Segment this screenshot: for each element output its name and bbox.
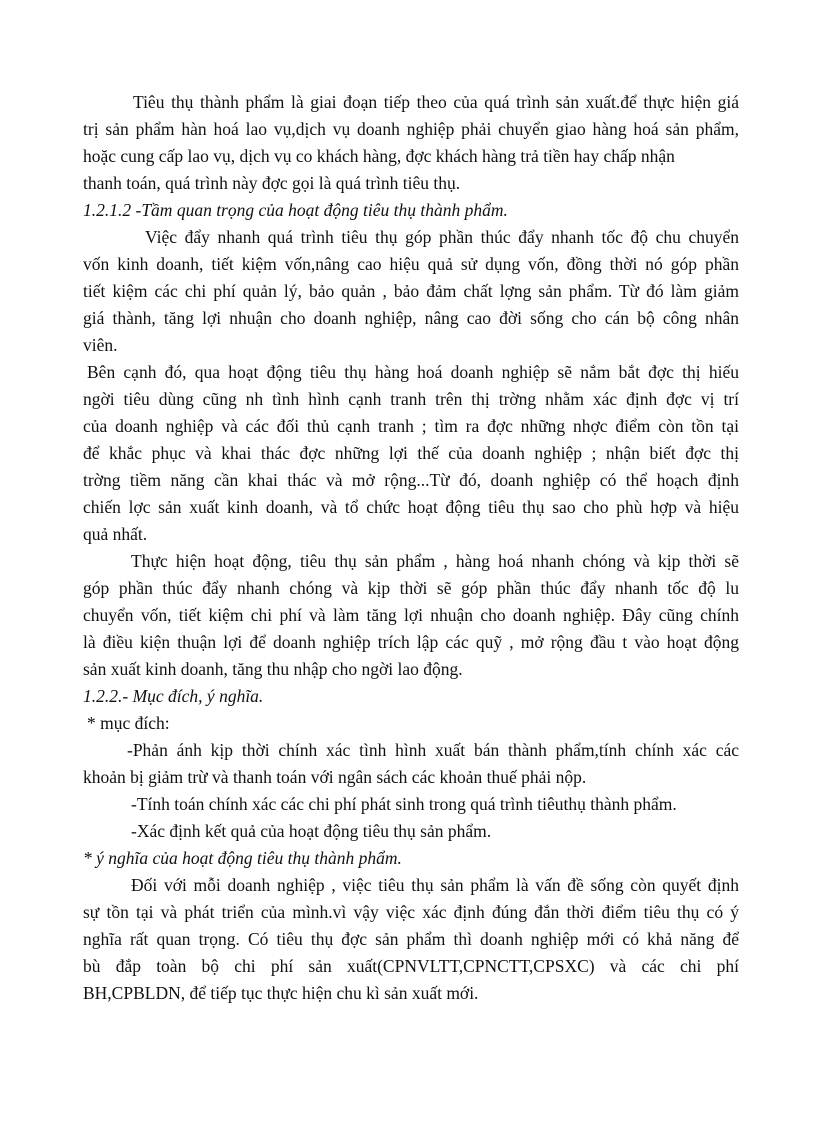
list-item: -Xác định kết quả của hoạt động tiêu thụ sản phẩm. (131, 821, 492, 841)
text-line: viên. (83, 335, 118, 355)
text-line: chuyển vốn, tiết kiệm chi phí và làm tăng lợi nhuận cho doanh nghiệp. Đây cũng chính (83, 605, 739, 625)
text-line: trị sản phẩm hàn hoá lao vụ,dịch vụ doanh nghiệp phải chuyển giao hàng hoá sản phẩm, (83, 119, 739, 139)
text-line: của doanh nghiệp và các đối thủ cạnh tranh ; tìm ra đợc những nhợc điểm còn tồn tại (83, 416, 739, 436)
text-line: Bên cạnh đó, qua hoạt động tiêu thụ hàng hoá doanh nghiệp sẽ nắm bắt đợc thị hiếu (87, 362, 739, 382)
text-line: Việc đẩy nhanh quá trình tiêu thụ góp phần thúc đẩy nhanh tốc độ chu chuyển (145, 227, 739, 247)
text-line: góp phần thúc đẩy nhanh chóng và kịp thời sẽ góp phần thúc đẩy nhanh tốc độ lu (83, 578, 739, 598)
sub-heading: * ý nghĩa của hoạt động tiêu thụ thành phẩm. (83, 848, 402, 868)
text-line: sản xuất kinh doanh, tăng thu nhập cho ngời lao động. (83, 659, 463, 679)
text-line: chiến lợc sản xuất kinh doanh, và tổ chức hoạt động tiêu thụ sao cho phù hợp và hiệu (83, 497, 739, 517)
text-line: trờng tiềm năng cần khai thác và mở rộng...Từ đó, doanh nghiệp có thể hoạch định (83, 470, 739, 490)
text-line: BH,CPBLDN, để tiếp tục thực hiện chu kì sản xuất mới. (83, 983, 479, 1003)
text-line: vốn kinh doanh, tiết kiệm vốn,nâng cao hiệu quả sử dụng vốn, đồng thời nó góp phần (83, 254, 739, 274)
list-item-continuation: khoản bị giảm trừ và thanh toán với ngân sách các khoản thuế phải nộp. (83, 767, 587, 787)
text-line: Thực hiện hoạt động, tiêu thụ sản phẩm , hàng hoá nhanh chóng và kịp thời sẽ (131, 551, 739, 571)
section-heading: 1.2.2.- Mục đích, ý nghĩa. (83, 686, 264, 706)
text-line: nghĩa rất quan trọng. Có tiêu thụ đợc sản phẩm thì doanh nghiệp mới có khả năng để (83, 929, 739, 949)
text-line: quả nhất. (83, 524, 148, 544)
text-line: bù đắp toàn bộ chi phí sản xuất(CPNVLTT,CPNCTT,CPSXC) và các chi phí (83, 956, 739, 976)
text-line: để khắc phục và khai thác đợc những lợi thế của doanh nghiệp ; nhận biết đợc thị (83, 443, 739, 463)
text-line: ngời tiêu dùng cũng nh tình hình cạnh tranh trên thị trờng nhằm xác định đợc vị trí (83, 389, 739, 409)
text-line: là điều kiện thuận lợi để doanh nghiệp trích lập các quỹ , mở rộng đầu t vào hoạt động (83, 632, 739, 652)
section-heading: 1.2.1.2 -Tầm quan trọng của hoạt động tiêu thụ thành phẩm. (83, 200, 508, 220)
text-line: Tiêu thụ thành phẩm là giai đoạn tiếp theo của quá trình sản xuất.để thực hiện giá (133, 92, 739, 112)
list-heading: * mục đích: (87, 713, 170, 733)
text-line: thanh toán, quá trình này đợc gọi là quá trình tiêu thụ. (83, 173, 461, 193)
text-line: giá thành, tăng lợi nhuận cho doanh nghiệp, nâng cao đời sống cho cán bộ công nhân (83, 308, 739, 328)
list-item: -Tính toán chính xác các chi phí phát sinh trong quá trình tiêuthụ thành phẩm. (131, 794, 677, 814)
text-line: Đối với mỗi doanh nghiệp , việc tiêu thụ sản phẩm là vấn đề sống còn quyết định (131, 875, 739, 895)
text-line: tiết kiệm các chi phí quản lý, bảo quản , bảo đảm chất lợng sản phẩm. Từ đó làm giảm (83, 281, 739, 301)
list-item: -Phản ánh kịp thời chính xác tình hình xuất bán thành phẩm,tính chính xác các (127, 740, 739, 760)
text-line: hoặc cung cấp lao vụ, dịch vụ co khách hàng, đợc khách hàng trả tiền hay chấp nhận (83, 146, 675, 166)
text-line: sự tồn tại và phát triển của mình.vì vậy việc xác định đúng đắn thời điểm tiêu thụ có ý (83, 902, 739, 922)
